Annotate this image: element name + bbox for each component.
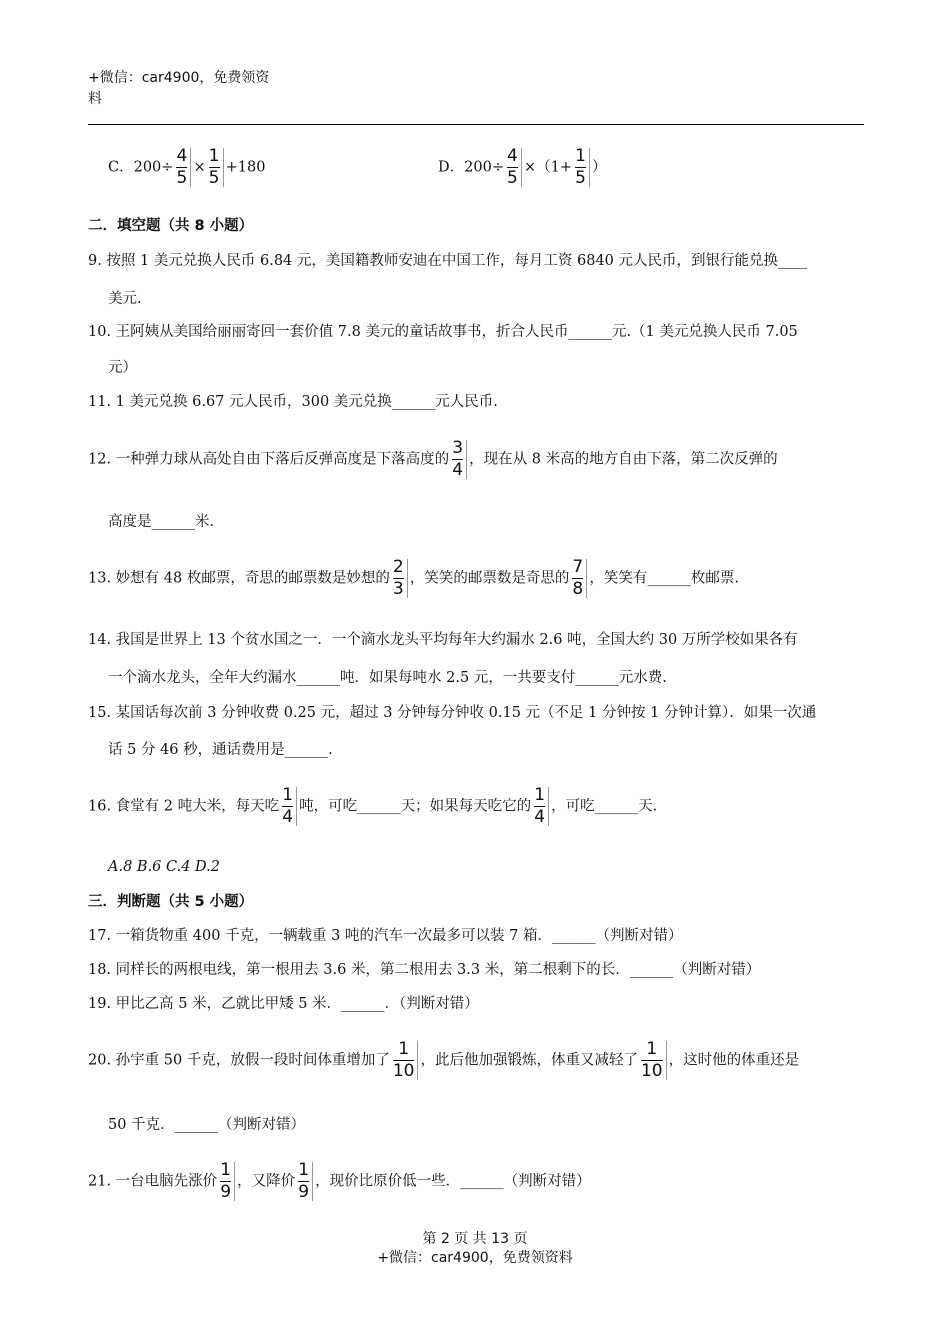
question-20-line-2: 50 千克．______（判断对错） — [108, 1117, 306, 1133]
denominator: 9 — [220, 1182, 232, 1202]
fraction — [392, 559, 408, 598]
numerator: 1 — [398, 1039, 410, 1059]
header-rule — [88, 124, 864, 125]
section-title-fill-in: 二．填空题（共 8 小题） — [88, 218, 254, 234]
numerator: 1 — [220, 1160, 232, 1180]
numerator: 1 — [646, 1039, 658, 1059]
question-17: 17. 一箱货物重 400 千克，一辆载重 3 吨的汽车一次最多可以装 7 箱．______（判断对错） — [88, 928, 683, 944]
question-13 — [88, 559, 739, 598]
question-13-text: ，笑笑有______枚邮票. — [589, 570, 739, 587]
header-line-2: 料 — [88, 91, 102, 107]
option-d — [438, 148, 607, 187]
question-16-text: ，可吃______天. — [551, 798, 658, 815]
option-d-expr: 200÷ — [464, 159, 504, 176]
question-20-text: ，此后他加强锻炼，体重又减轻了 — [420, 1052, 638, 1069]
fraction — [297, 1162, 313, 1201]
numerator: 1 — [298, 1160, 310, 1180]
question-14-line-1: 14. 我国是世界上 13 个贫水国之一．一个滴水龙头平均每年大约漏水 2.6 吨，全国大约 30 万所学校如果各有 — [88, 632, 798, 648]
option-c-tail: +180 — [225, 159, 266, 176]
numerator: 1 — [282, 785, 294, 805]
operator: × — [193, 159, 206, 176]
numerator: 1 — [208, 146, 220, 166]
fraction — [571, 559, 587, 598]
question-12-line-2: 高度是______米. — [108, 514, 215, 530]
question-12-text: 12. 一种弹力球从高处自由下落后反弹高度是下落高度的 — [88, 451, 450, 468]
question-14-line-2: 一个滴水龙头，全年大约漏水______吨．如果每吨水 2.5 元，一共要支付______元水费. — [108, 670, 667, 686]
question-16-text: 16. 食堂有 2 吨大米，每天吃 — [88, 798, 280, 815]
question-15-line-1: 15. 某国话每次前 3 分钟收费 0.25 元，超过 3 分钟每分钟收 0.15 元（不足 1 分钟按 1 分钟计算）．如果一次通 — [88, 705, 817, 721]
question-18: 18. 同样长的两根电线，第一根用去 3.6 米，第二根用去 3.3 米，第二根剩下的长．______（判断对错） — [88, 962, 761, 978]
question-12-line-1 — [88, 440, 778, 479]
question-21-text: ，现价比原价低一些．______（判断对错） — [315, 1173, 591, 1190]
denominator: 8 — [572, 579, 584, 599]
fraction — [392, 1041, 419, 1080]
fraction — [219, 1162, 235, 1201]
question-9-line-1: 9. 按照 1 美元兑换人民币 6.84 元，美国籍教师安迪在中国工作，每月工资 6840 元人民币，到银行能兑换____ — [88, 253, 808, 269]
fraction — [574, 148, 590, 187]
denominator: 3 — [392, 579, 404, 599]
denominator: 10 — [640, 1061, 663, 1081]
question-21-text: ，又降价 — [237, 1173, 296, 1190]
numerator: 1 — [575, 146, 586, 166]
question-10-line-1: 10. 王阿姨从美国给丽丽寄回一套价值 7.8 美元的童话故事书，折合人民币______元.（1 美元兑换人民币 7.05 — [88, 324, 798, 340]
fraction — [506, 148, 522, 187]
fraction — [451, 440, 467, 479]
option-c-expr: 200÷ — [133, 159, 174, 176]
section-title-judgment: 三．判断题（共 5 小题） — [88, 894, 254, 910]
question-15-line-2: 话 5 分 46 秒，通话费用是______. — [108, 742, 333, 758]
denominator: 5 — [208, 168, 220, 188]
question-13-text: 13. 妙想有 48 枚邮票，奇思的邮票数是妙想的 — [88, 570, 390, 587]
numerator: 4 — [176, 146, 188, 166]
question-21 — [88, 1162, 591, 1201]
question-12-text: ，现在从 8 米高的地方自由下落，第二次反弹的 — [469, 451, 778, 468]
header-watermark — [88, 68, 288, 110]
header-line-1: +微信：car4900，免费领资 — [88, 70, 270, 86]
denominator: 9 — [298, 1182, 310, 1202]
option-d-label: D． — [438, 159, 465, 176]
page-number: 第 2 页 共 13 页 — [422, 1231, 528, 1247]
option-c-label: C． — [108, 159, 134, 176]
fraction — [281, 787, 297, 826]
numerator: 2 — [392, 557, 404, 577]
question-16 — [88, 787, 657, 826]
denominator: 4 — [534, 807, 546, 827]
numerator: 7 — [572, 557, 584, 577]
question-20-text: 20. 孙宇重 50 千克，放假一段时间体重增加了 — [88, 1052, 390, 1069]
option-d-tail: ） — [592, 159, 607, 176]
question-9-line-2: 美元. — [108, 291, 142, 307]
denominator: 4 — [282, 807, 294, 827]
question-16-options: A.8 B.6 C.4 D.2 — [108, 859, 220, 875]
question-13-text: ，笑笑的邮票数是奇思的 — [409, 570, 570, 587]
fraction — [640, 1041, 667, 1080]
option-c — [108, 148, 265, 187]
question-20-line-1 — [88, 1041, 799, 1080]
fraction — [175, 148, 191, 187]
denominator: 10 — [392, 1061, 415, 1081]
question-16-text: 吨，可吃______天；如果每天吃它的 — [299, 798, 532, 815]
question-11: 11. 1 美元兑换 6.67 元人民币，300 美元兑换______元人民币. — [88, 394, 498, 410]
denominator: 5 — [575, 168, 586, 188]
numerator: 4 — [507, 146, 518, 166]
denominator: 5 — [507, 168, 518, 188]
numerator: 1 — [534, 785, 546, 805]
denominator: 4 — [452, 460, 464, 480]
numerator: 3 — [452, 438, 464, 458]
fraction — [533, 787, 549, 826]
operator: ×（1+ — [523, 159, 572, 176]
question-21-text: 21. 一台电脑先涨价 — [88, 1173, 218, 1190]
question-20-text: ，这时他的体重还是 — [668, 1052, 800, 1069]
question-19: 19. 甲比乙高 5 米，乙就比甲矮 5 米．______．（判断对错） — [88, 996, 479, 1012]
denominator: 5 — [176, 168, 188, 188]
fraction — [208, 148, 224, 187]
question-10-line-2: 元） — [108, 360, 137, 376]
footer-watermark: +微信：car4900，免费领资料 — [377, 1250, 573, 1266]
